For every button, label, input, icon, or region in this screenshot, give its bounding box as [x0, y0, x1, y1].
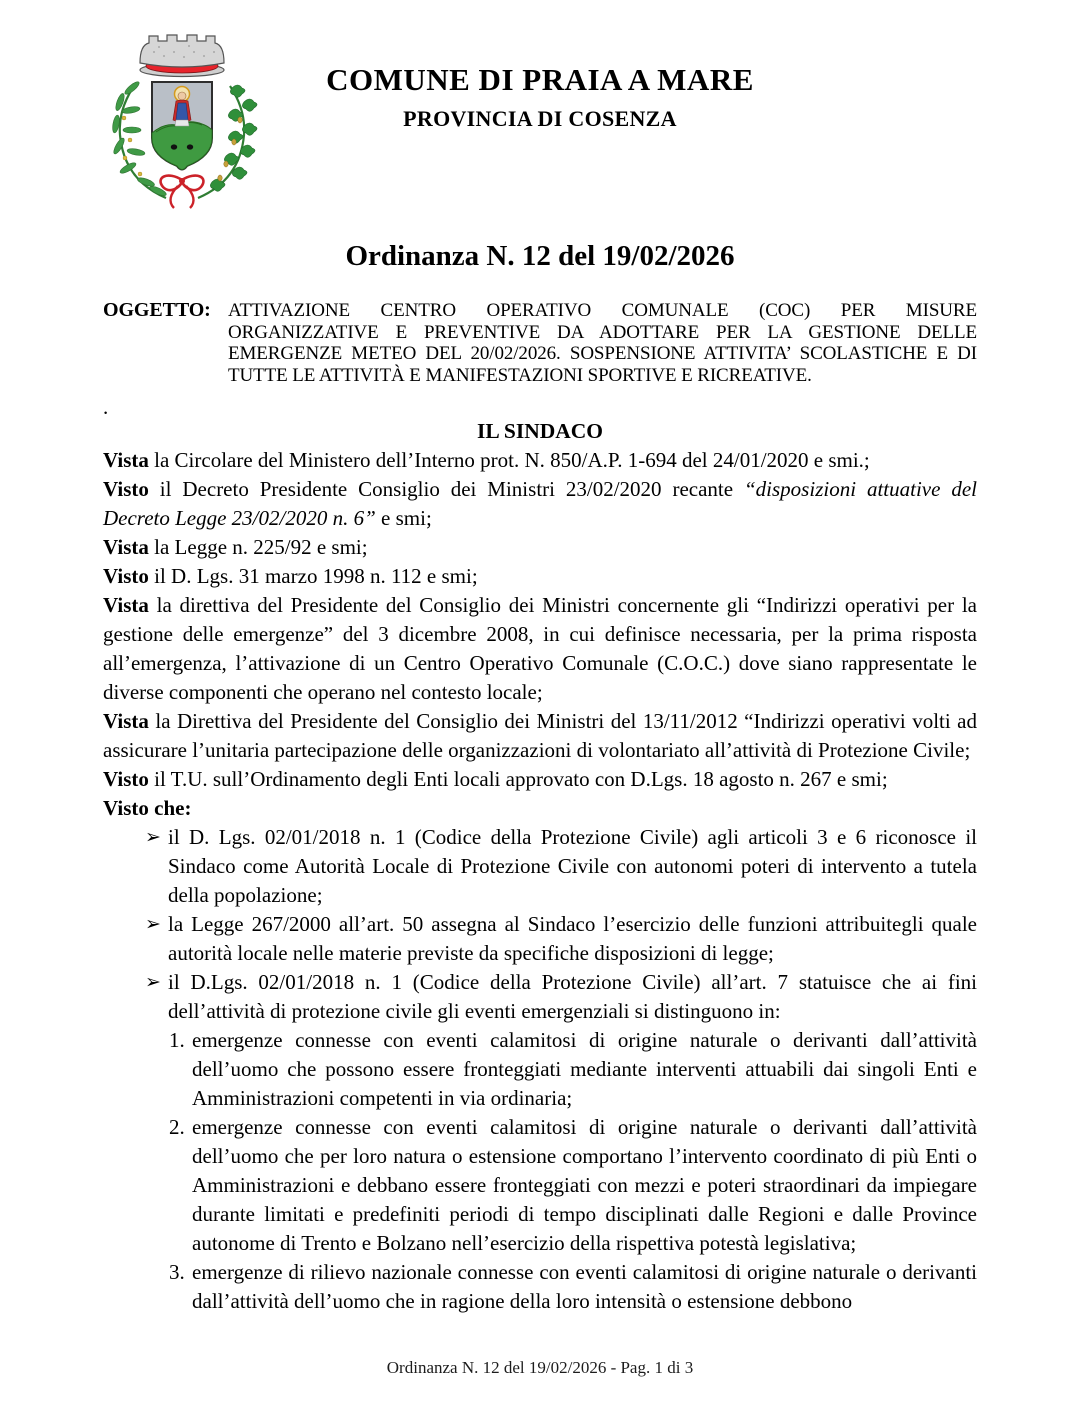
bullet-text: il D. Lgs. 02/01/2018 n. 1 (Codice della Protezione Civile) agli articoli 3 e 6 riconosce il Sindaco come Autorità Locale di Protezione Civile con autonomi poteri di intervento a tutela della popolazione;	[168, 825, 977, 907]
recital-lead: Vista	[103, 535, 149, 559]
recital-paragraph	[103, 562, 977, 591]
bullet-marker: ➢	[145, 827, 161, 848]
recital-paragraph	[103, 794, 977, 823]
page-footer: Ordinanza N. 12 del 19/02/2026 - Pag. 1 di 3	[386, 1358, 694, 1377]
ordinance-body	[103, 446, 977, 1316]
recital-text: il T.U. sull’Ordinamento degli Enti locali approvato con D.Lgs. 18 agosto n. 267 e smi;	[148, 767, 888, 791]
recital-paragraph	[103, 533, 977, 562]
recital-lead: Vista	[103, 593, 149, 617]
recital-lead: Vista	[103, 448, 149, 472]
recital-text: la Circolare del Ministero dell’Interno prot. N. 850/A.P. 1-694 del 24/01/2020 e smi.;	[148, 448, 870, 472]
recital-lead: Vista	[103, 709, 149, 733]
recital-paragraph	[103, 707, 977, 765]
item-number: 2.	[169, 1115, 185, 1139]
recital-text: la Direttiva del Presidente del Consiglio dei Ministri del 13/11/2012 “Indirizzi operativi volti ad assicurare l’unitaria partecipazione delle organizzazioni di volontariato all’attività di Protezione Civile;	[103, 709, 977, 762]
subject-block	[103, 300, 977, 386]
bullet-item	[103, 968, 977, 1026]
commune-name: COMUNE DI PRAIA A MARE	[326, 62, 754, 97]
item-number: 1.	[169, 1028, 185, 1052]
recital-text: la Legge n. 225/92 e smi;	[148, 535, 368, 559]
recital-italic: “disposizioni attuative del Decreto Legge 23/02/2020 n. 6”	[103, 477, 977, 530]
bullet-marker: ➢	[145, 914, 161, 935]
recital-text: e smi;	[375, 506, 432, 530]
recital-lead: Visto	[103, 477, 149, 501]
numbered-text: emergenze connesse con eventi calamitosi di origine naturale o derivanti dall’attività dell’uomo che possono essere fronteggiati mediante interventi attuabili dai singoli Enti e Amministrazioni competenti in via ordinaria;	[192, 1028, 977, 1110]
subject-text: ATTIVAZIONE CENTRO OPERATIVO COMUNALE (COC) PER MISURE ORGANIZZATIVE E PREVENTIVE DA ADOTTARE PER LA GESTIONE DELLE EMERGENZE METEO DEL 20/02/2026. SOSPENSIONE ATTIVITA’ SCOLASTICHE E DI TUTTE LE ATTIVITÀ E MANIFESTAZIONI SPORTIVE E RICREATIVE.	[228, 300, 977, 386]
bullet-marker: ➢	[145, 972, 161, 993]
stray-period: .	[103, 395, 109, 419]
sindaco-heading: IL SINDACO	[476, 419, 604, 443]
bullet-item	[103, 823, 977, 910]
recital-text: la direttiva del Presidente del Consiglio dei Ministri concernente gli “Indirizzi operativi per la gestione delle emergenze” del 3 dicembre 2008, in cui definisce necessaria, per la prima risposta all’emergenza, l’attivazione di un Centro Operativo Comunale (C.O.C.) dove siano rappresentate le diverse componenti che operano nel contesto locale;	[103, 593, 977, 704]
municipal-crest-icon	[106, 30, 258, 210]
recital-paragraph	[103, 475, 977, 533]
numbered-text: emergenze di rilievo nazionale connesse con eventi calamitosi di origine naturale o derivanti dall’attività dell’uomo che in ragione della loro intensità o estensione debbono	[192, 1260, 977, 1313]
bullet-text: il D.Lgs. 02/01/2018 n. 1 (Codice della Protezione Civile) all’art. 7 statuisce che ai fini dell’attività di protezione civile gli eventi emergenziali si distinguono in:	[168, 970, 977, 1023]
recital-text: il D. Lgs. 31 marzo 1998 n. 112 e smi;	[148, 564, 478, 588]
numbered-item	[103, 1258, 977, 1316]
subject-label: OGGETTO:	[103, 299, 211, 321]
recital-paragraph	[103, 446, 977, 475]
recital-lead: Visto	[103, 767, 149, 791]
numbered-item	[103, 1113, 977, 1258]
bullet-text: la Legge 267/2000 all’art. 50 assegna al Sindaco l’esercizio delle funzioni attribuitegli quale autorità locale nelle materie previste da specifiche disposizioni di legge;	[168, 912, 977, 965]
province-name: PROVINCIA DI COSENZA	[403, 106, 677, 131]
recital-paragraph	[103, 765, 977, 794]
numbered-text: emergenze connesse con eventi calamitosi di origine naturale o derivanti dall’attività dell’uomo che per loro natura o estensione comportano l’intervento coordinato di più Enti o Amministrazioni e debbano essere fronteggiati con mezzi e poteri straordinari da impiegare durante limitati e predefiniti periodi di tempo disciplinati dalle Regioni e dalle Province autonome di Trento e Bolzano nell’esercizio della rispettiva potestà legislativa;	[192, 1115, 977, 1255]
ordinance-title: Ordinanza N. 12 del 19/02/2026	[345, 240, 735, 272]
recital-lead: Visto che:	[103, 796, 192, 820]
item-number: 3.	[169, 1260, 185, 1284]
recital-text: il Decreto Presidente Consiglio dei Ministri 23/02/2020 recante	[148, 477, 744, 501]
numbered-item	[103, 1026, 977, 1113]
bullet-item	[103, 910, 977, 968]
document-header	[0, 0, 1080, 208]
recital-paragraph	[103, 591, 977, 707]
recital-lead: Visto	[103, 564, 149, 588]
